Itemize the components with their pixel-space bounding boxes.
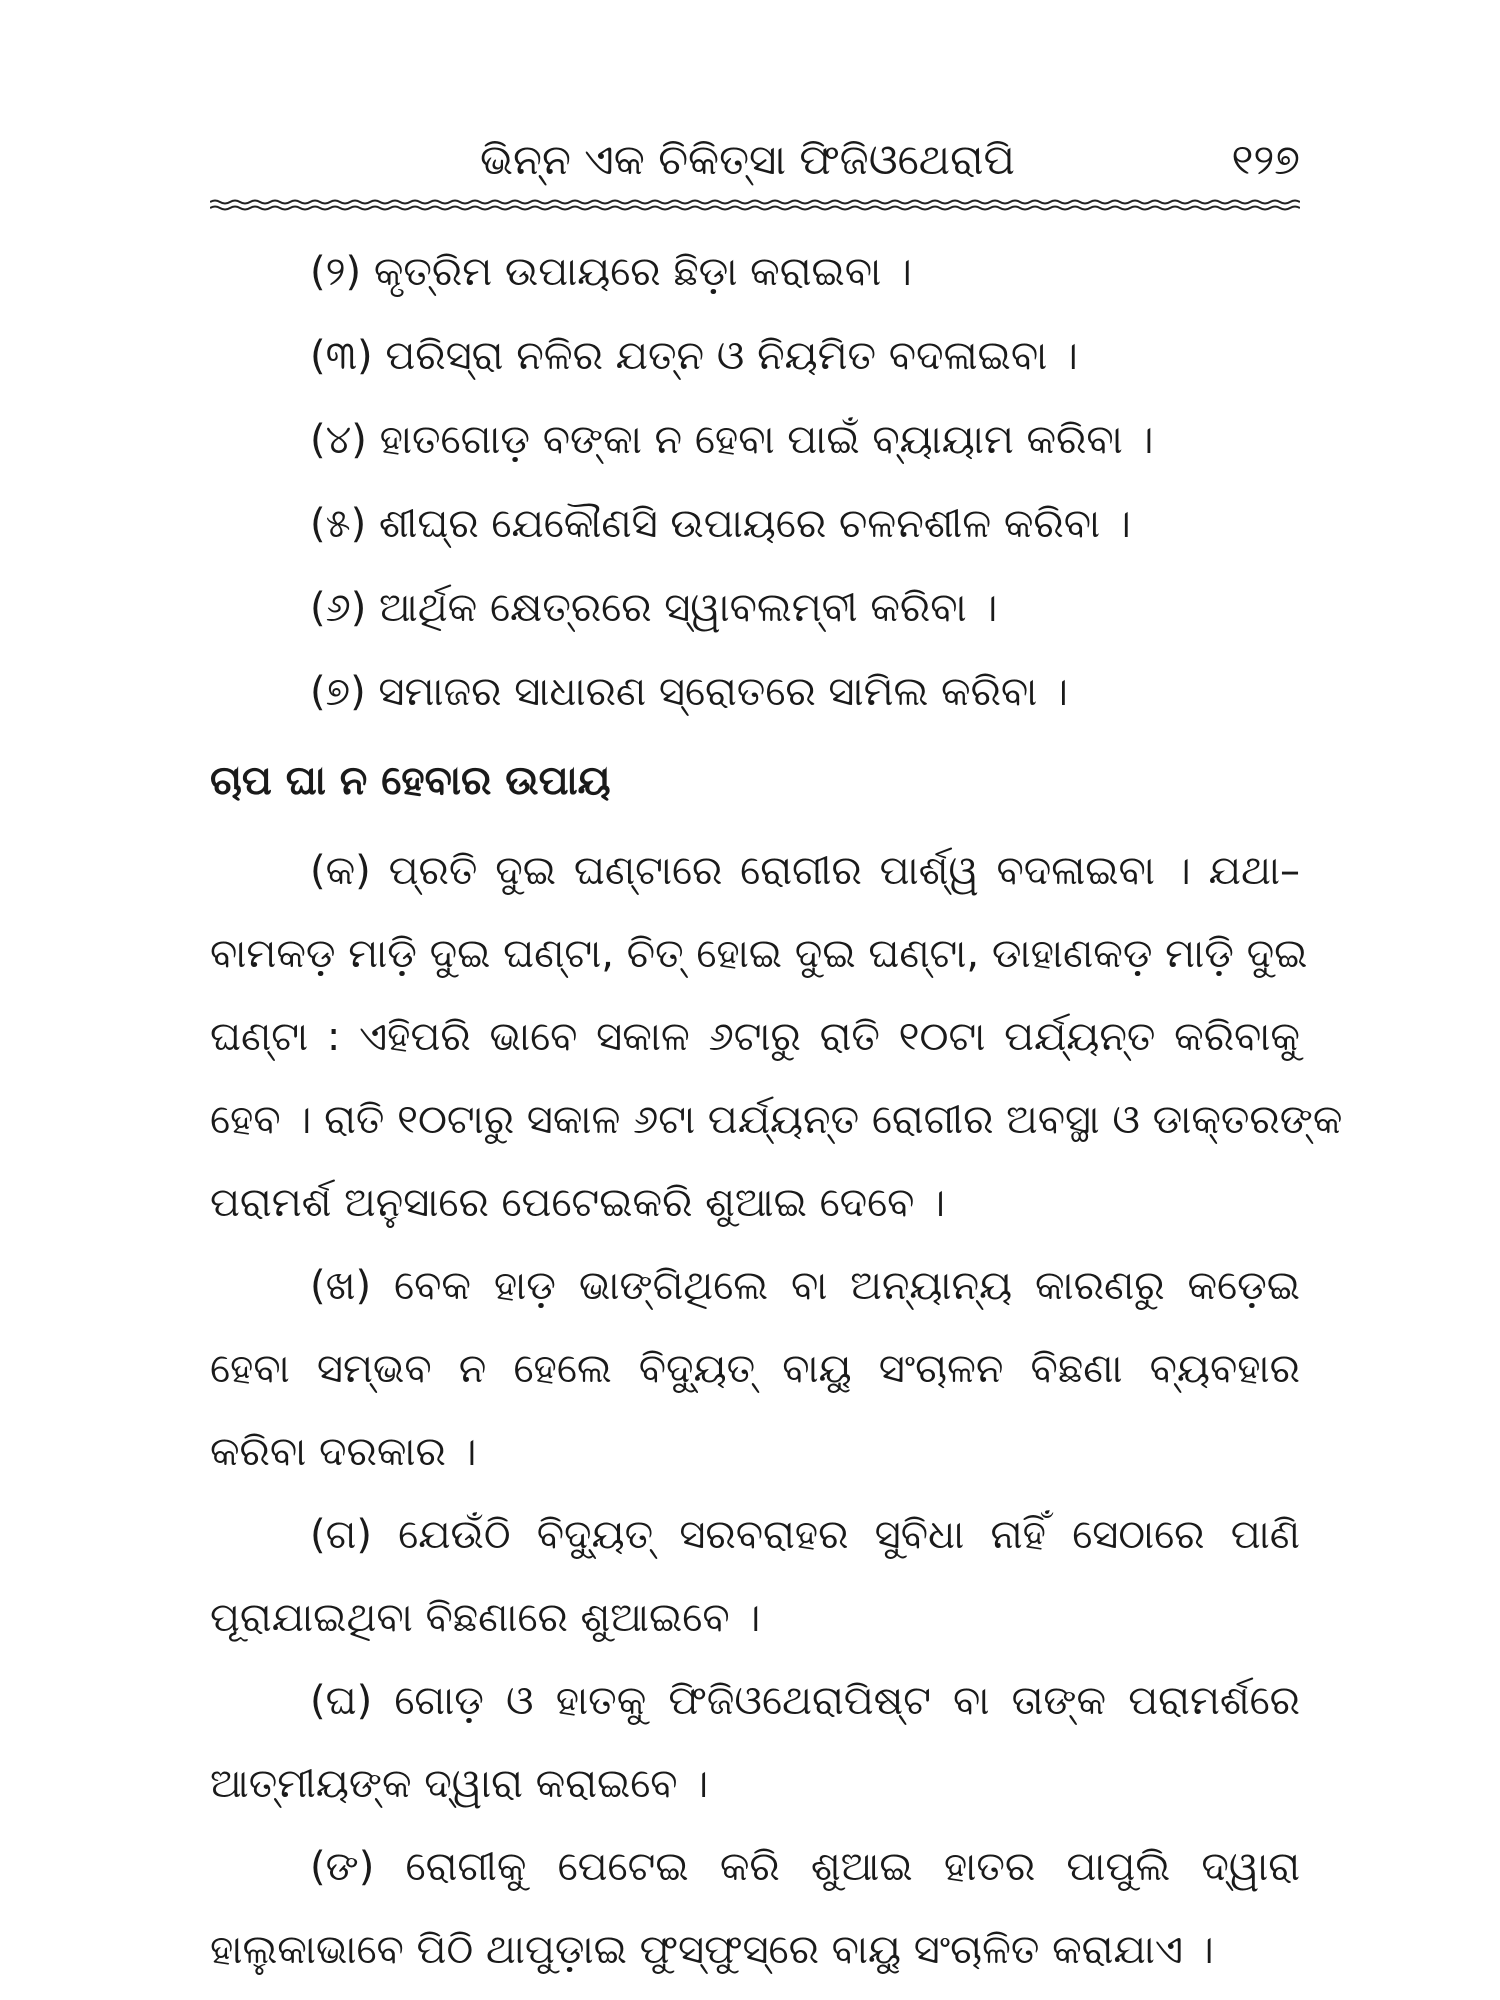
numbered-list	[310, 230, 1300, 734]
paragraph-line: ଘଣ୍ଟା : ଏହିପରି ଭାବେ ସକାଳ ୬ଟାରୁ ରାତି ୧୦ଟା ପର୍ଯ୍ୟନ୍ତ କରିବାକୁ	[210, 1014, 1300, 1060]
list-item: (୪) ହାତଗୋଡ଼ ବଙ୍କା ନ ହେବା ପାଇଁ ବ୍ୟାୟାମ କରିବା ।	[310, 417, 1154, 463]
list-item: (୭) ସମାଜର ସାଧାରଣ ସ୍ରୋତରେ ସାମିଲ କରିବା ।	[310, 669, 1069, 715]
list-item: (୨) କୃତ୍ରିମ ଉପାୟରେ ଛିଡ଼ା କରାଇବା ।	[310, 249, 912, 295]
paragraph-line: ହେବା ସମ୍ଭବ ନ ହେଲେ ବିଦ୍ୟୁତ୍ ବାୟୁ ସଂଚାଳନ ବିଛଣା ବ୍ୟବହାର	[210, 1346, 1300, 1392]
paragraph-ga	[210, 1494, 1300, 1660]
paragraph-line: (ଖ) ବେକ ହାଡ଼ ଭାଙ୍ଗିଥିଲେ ବା ଅନ୍ୟାନ୍ୟ କାରଣରୁ କଡ଼େଇ	[310, 1263, 1300, 1309]
list-item: (୩) ପରିସ୍ରା ନଳିର ଯତ୍ନ ଓ ନିୟମିତ ବଦଳାଇବା ।	[310, 333, 1078, 379]
body-text	[210, 830, 1343, 1992]
paragraph-line: ପରାମର୍ଶ ଅନୁସାରେ ପେଟେଇକରି ଶୁଆଇ ଦେବେ ।	[210, 1180, 946, 1226]
paragraph-line: ପୂରାଯାଇଥିବା ବିଛଣାରେ ଶୁଆଇବେ ।	[210, 1595, 761, 1641]
paragraph-kha	[210, 1245, 1300, 1494]
paragraph-line: ହାଲୁକାଭାବେ ପିଠି ଥାପୁଡ଼ାଇ ଫୁସ୍‌ଫୁସ୍‌ରେ ବାୟୁ ସଂଚାଳିତ କରାଯାଏ ।	[210, 1927, 1214, 1973]
page-header	[210, 130, 1300, 200]
paragraph-line: (କ) ପ୍ରତି ଦୁଇ ଘଣ୍ଟାରେ ରୋଗୀର ପାର୍ଶ୍ୱ ବଦଳାଇବା । ଯଥା–	[310, 848, 1300, 894]
paragraph-line: କରିବା ଦରକାର ।	[210, 1429, 477, 1475]
paragraph-nga	[210, 1826, 1300, 1992]
paragraph-line: ବାମକଡ଼ ମାଡ଼ି ଦୁଇ ଘଣ୍ଟା, ଚିତ୍ ହୋଇ ଦୁଇ ଘଣ୍ଟା, ଡାହାଣକଡ଼ ମାଡ଼ି ଦୁଇ	[210, 931, 1308, 977]
paragraph-gha	[210, 1660, 1300, 1826]
running-title: ଭିନ୍ନ ଏକ ଚିକିତ୍ସା ଫିଜିଓଥେରାପି	[480, 135, 1015, 184]
paragraph-line: (ଙ) ରୋଗୀକୁ ପେଟେଇ କରି ଶୁଆଇ ହାତର ପାପୁଲି ଦ୍ୱାରା	[310, 1844, 1300, 1890]
section-heading: ଚାପ ଘା ନ ହେବାର ଉପାୟ	[210, 758, 611, 804]
header-divider	[210, 198, 1300, 212]
list-item: (୬) ଆର୍ଥିକ କ୍ଷେତ୍ରରେ ସ୍ୱାବଲମ୍ବୀ କରିବା ।	[310, 585, 998, 631]
list-item: (୫) ଶୀଘ୍ର ଯେକୌଣସି ଉପାୟରେ ଚଳନଶୀଳ କରିବା ।	[310, 501, 1131, 547]
page-number: ୧୨୭	[1231, 135, 1300, 184]
paragraph-line: ହେବ । ରାତି ୧୦ଟାରୁ ସକାଳ ୬ଟା ପର୍ଯ୍ୟନ୍ତ ରୋଗୀର ଅବସ୍ଥା ଓ ଡାକ୍ତରଙ୍କ	[210, 1097, 1343, 1143]
paragraph-line: (ଗ) ଯେଉଁଠି ବିଦ୍ୟୁତ୍ ସରବରାହର ସୁବିଧା ନାହିଁ ସେଠାରେ ପାଣି	[310, 1512, 1300, 1558]
paragraph-line: ଆତ୍ମୀୟଙ୍କ ଦ୍ୱାରା କରାଇବେ ।	[210, 1761, 709, 1807]
paragraph-line: (ଘ) ଗୋଡ଼ ଓ ହାତକୁ ଫିଜିଓଥେରାପିଷ୍ଟ ବା ତାଙ୍କ ପରାମର୍ଶରେ	[310, 1678, 1300, 1724]
paragraph-ka	[210, 830, 1343, 1245]
